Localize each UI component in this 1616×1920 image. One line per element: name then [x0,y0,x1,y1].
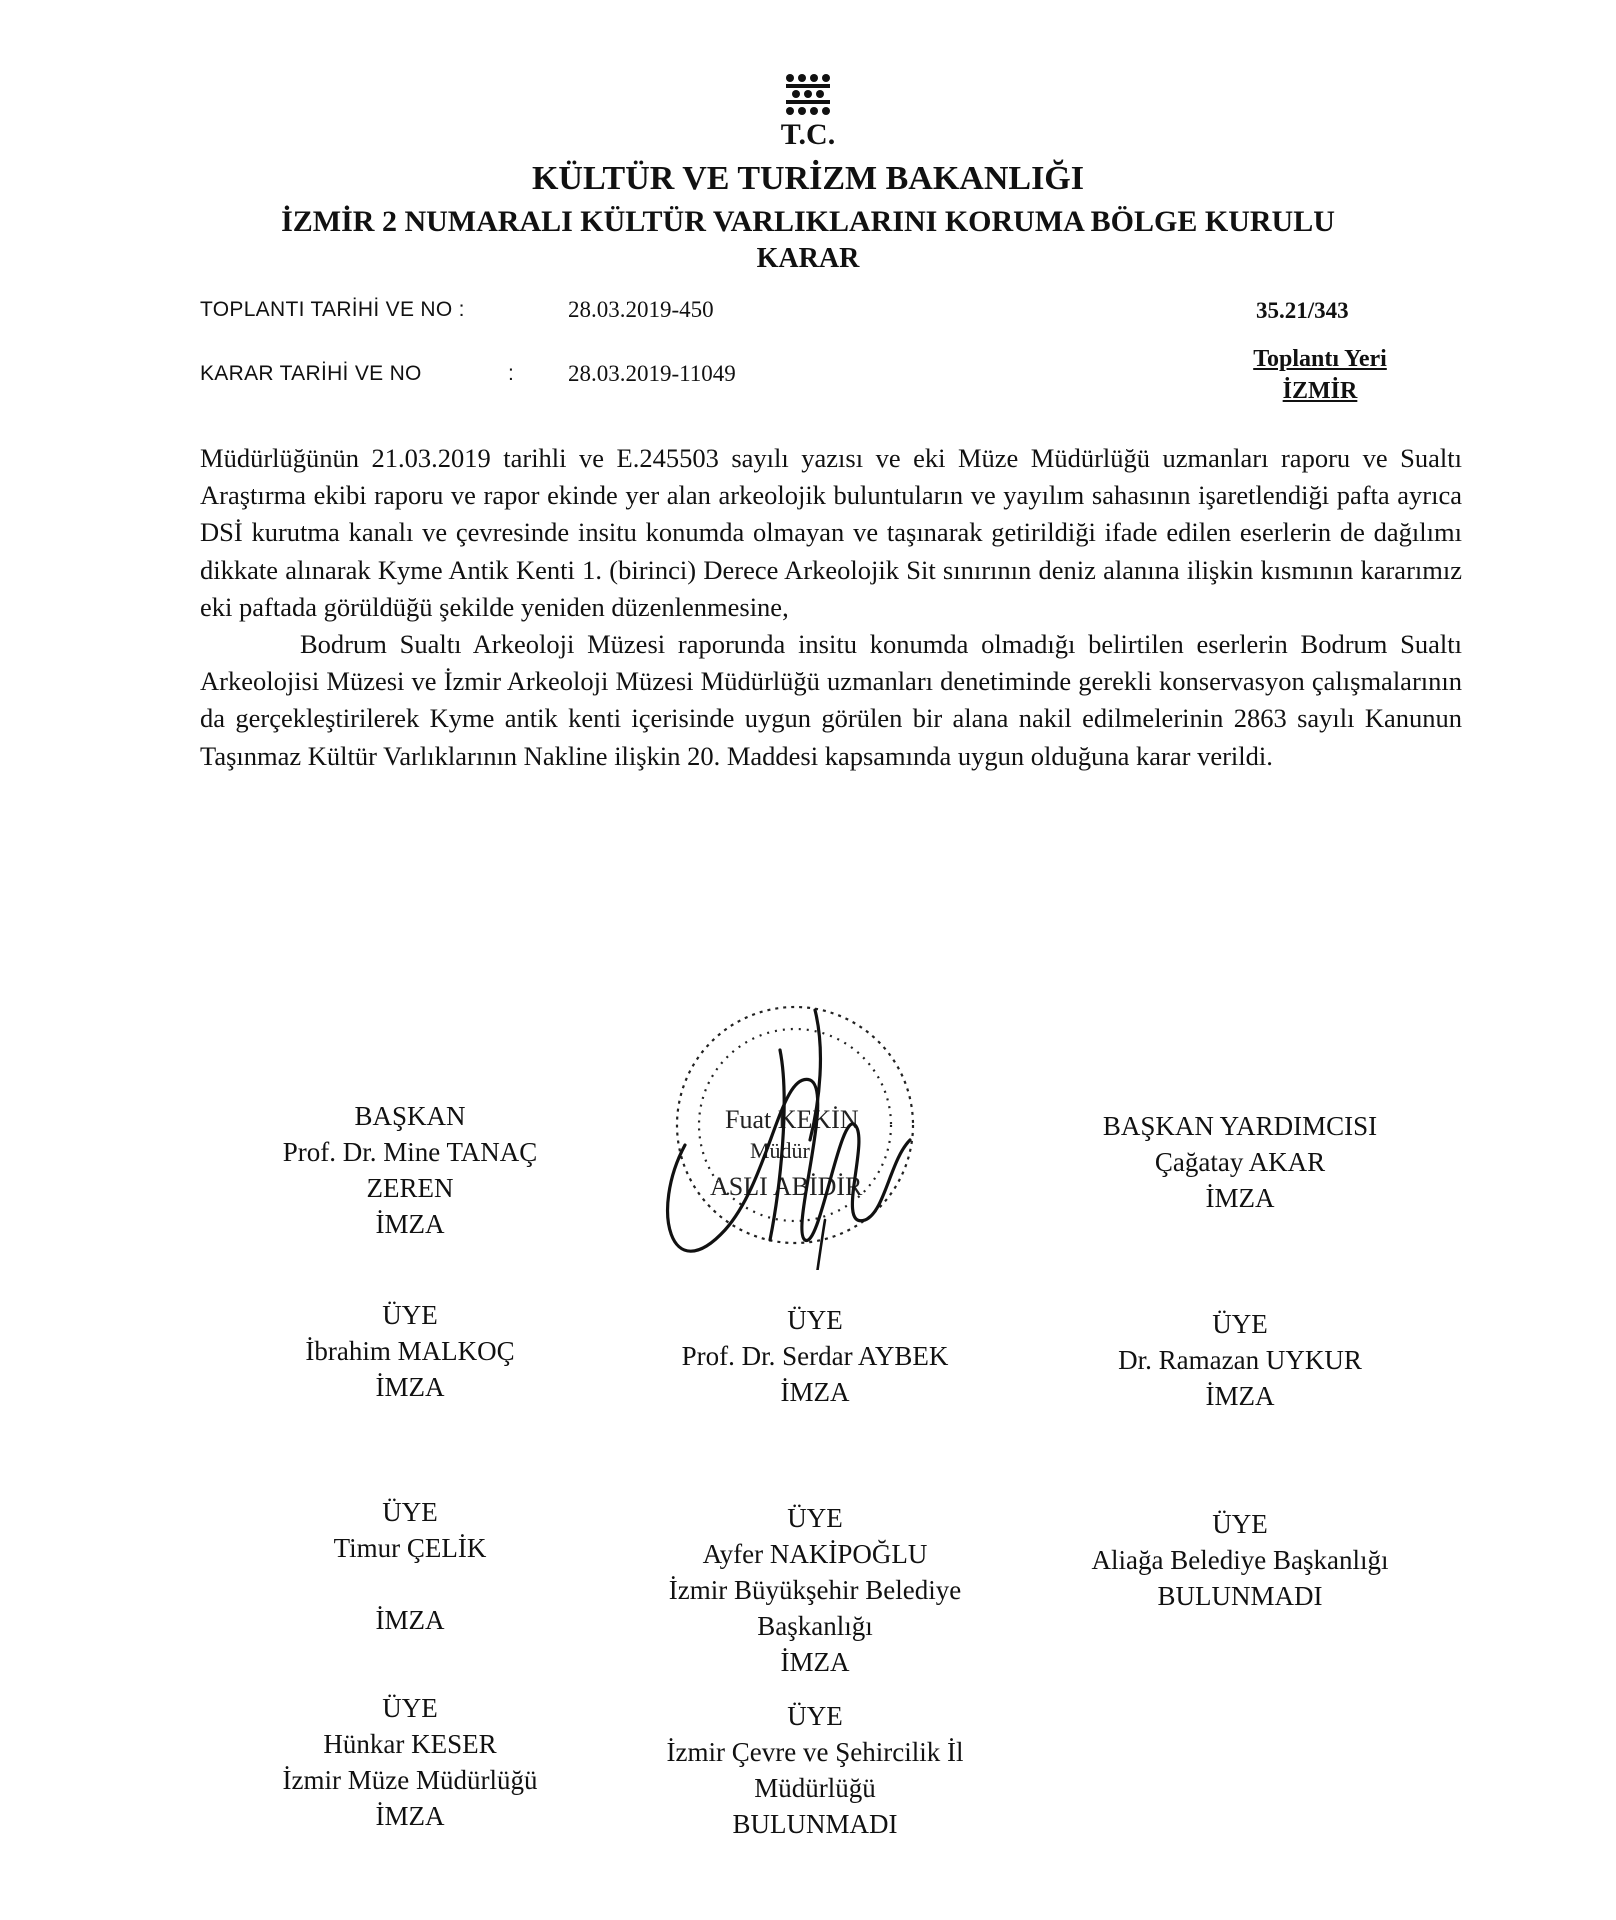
seal-text-name: Fuat KEKİN [725,1105,859,1134]
signatory-status: BULUNMADI [732,1809,898,1839]
state-emblem-icon [778,70,838,120]
signatory-organization: İzmir Büyükşehir Belediye [668,1575,962,1605]
signatory-name: Hünkar KESER [323,1729,497,1759]
decision-paragraph-1: Müdürlüğünün 21.03.2019 tarihli ve E.245503 sayılı yazısı ve eki Müze Müdürlüğü uzmanları raporu ve Sualtı Araştırma ekibi raporu ve rapor ekinde yer alan arkeolojik buluntuların ve yayılım sahasının işaretlendiği pafta ayrıca DSİ kurutma kanalı ve çevresinde insitu konumda olmayan ve taşınarak getirildiği ifade edilen eserlerin de dağılımı dikkate alınarak Kyme Antik Kenti 1. (birinci) Derece Arkeolojik Sit sınırının deniz alanına ilişkin kısmının kararımız eki paftada görüldüğü şekilde yeniden düzenlenmesine, [200,443,1462,622]
signatory-member-7 [220,1690,600,1834]
seal-text-abidir: ASLI ABİDİR [710,1172,863,1201]
signatory-member-1 [250,1297,570,1405]
signatory-organization: Müdürlüğü [754,1773,876,1803]
signatory-status: İMZA [1205,1381,1275,1411]
signatory-name: Prof. Dr. Serdar AYBEK [681,1341,949,1371]
signatory-organization: Başkanlığı [757,1611,873,1641]
signatory-role: BAŞKAN YARDIMCISI [1102,1111,1378,1141]
document-type-heading: KARAR [756,243,860,274]
decision-body [200,440,1462,775]
signatory-role: ÜYE [382,1693,438,1723]
signatory-member-8 [620,1698,1010,1842]
meeting-date-value: 28.03.2019-450 [568,297,714,322]
board-heading: İZMİR 2 NUMARALI KÜLTÜR VARLIKLARINI KORUMA BÖLGE KURULU [281,205,1335,238]
signatory-status: İMZA [780,1647,850,1677]
official-seal-and-signature [630,990,950,1270]
signatory-status: İMZA [375,1605,445,1635]
signatory-organization: İzmir Çevre ve Şehircilik İl [666,1737,964,1767]
signatory-name: İbrahim MALKOÇ [305,1336,515,1366]
signatory-name: Çağatay AKAR [1154,1147,1326,1177]
file-code: 35.21/343 [1256,298,1349,323]
signatory-member-6 [1060,1506,1420,1614]
signatory-name: Ayfer NAKİPOĞLU [702,1539,928,1569]
meeting-location-label: Toplantı Yeri [1253,346,1387,372]
signatory-name: Timur ÇELİK [333,1533,487,1563]
decision-date-colon: : [508,362,514,385]
ministry-heading: KÜLTÜR VE TURİZM BAKANLIĞI [531,160,1084,197]
signatory-status: BULUNMADI [1157,1581,1323,1611]
signatory-member-3 [1070,1306,1410,1414]
country-heading: T.C. [780,118,836,151]
signatory-role: ÜYE [1212,1309,1268,1339]
signatory-spacer [250,1566,570,1602]
signatory-role: ÜYE [787,1701,843,1731]
signatory-member-2 [650,1302,980,1410]
signatory-name: ZEREN [366,1173,454,1203]
signatory-status: İMZA [375,1801,445,1831]
signatory-member-5 [620,1500,1010,1680]
signatory-status: İMZA [780,1377,850,1407]
signatory-member-4 [250,1494,570,1638]
signatory-status: İMZA [375,1372,445,1402]
meeting-location-value: İZMİR [1282,378,1358,404]
decision-date-value: 28.03.2019-11049 [568,361,736,386]
signatory-status: İMZA [375,1209,445,1239]
signatory-role: ÜYE [787,1305,843,1335]
signatory-name: Dr. Ramazan UYKUR [1118,1345,1362,1375]
signatory-status: İMZA [1205,1183,1275,1213]
signatory-role: ÜYE [382,1300,438,1330]
signatory-role: ÜYE [787,1503,843,1533]
signatory-name: Prof. Dr. Mine TANAÇ [282,1137,538,1167]
signatory-name: Aliağa Belediye Başkanlığı [1091,1545,1389,1575]
decision-date-label: KARAR TARİHİ VE NO [200,362,422,385]
decision-paragraph-2: Bodrum Sualtı Arkeoloji Müzesi raporunda insitu konumda olmadığı belirtilen eserlerin Bodrum Sualtı Arkeolojisi Müzesi ve İzmir Arkeoloji Müzesi Müdürlüğü uzmanları denetiminde gerekli konservasyon çalışmalarının da gerçekleştirilerek Kyme antik kenti içerisinde uygun görülen bir alana nakil edilmelerinin 2863 sayılı Kanunun Taşınmaz Kültür Varlıklarının Nakline ilişkin 20. Maddesi kapsamında uygun olduğuna karar verildi. [200,629,1462,771]
seal-text-title: Müdür [750,1138,810,1163]
meeting-date-label: TOPLANTI TARİHİ VE NO : [200,298,465,321]
signatory-president [250,1098,570,1242]
signatory-organization: İzmir Müze Müdürlüğü [282,1765,538,1795]
signatory-role: ÜYE [382,1497,438,1527]
signatory-role: BAŞKAN [354,1101,466,1131]
signatory-role: ÜYE [1212,1509,1268,1539]
signatory-vice-president [1070,1108,1410,1216]
